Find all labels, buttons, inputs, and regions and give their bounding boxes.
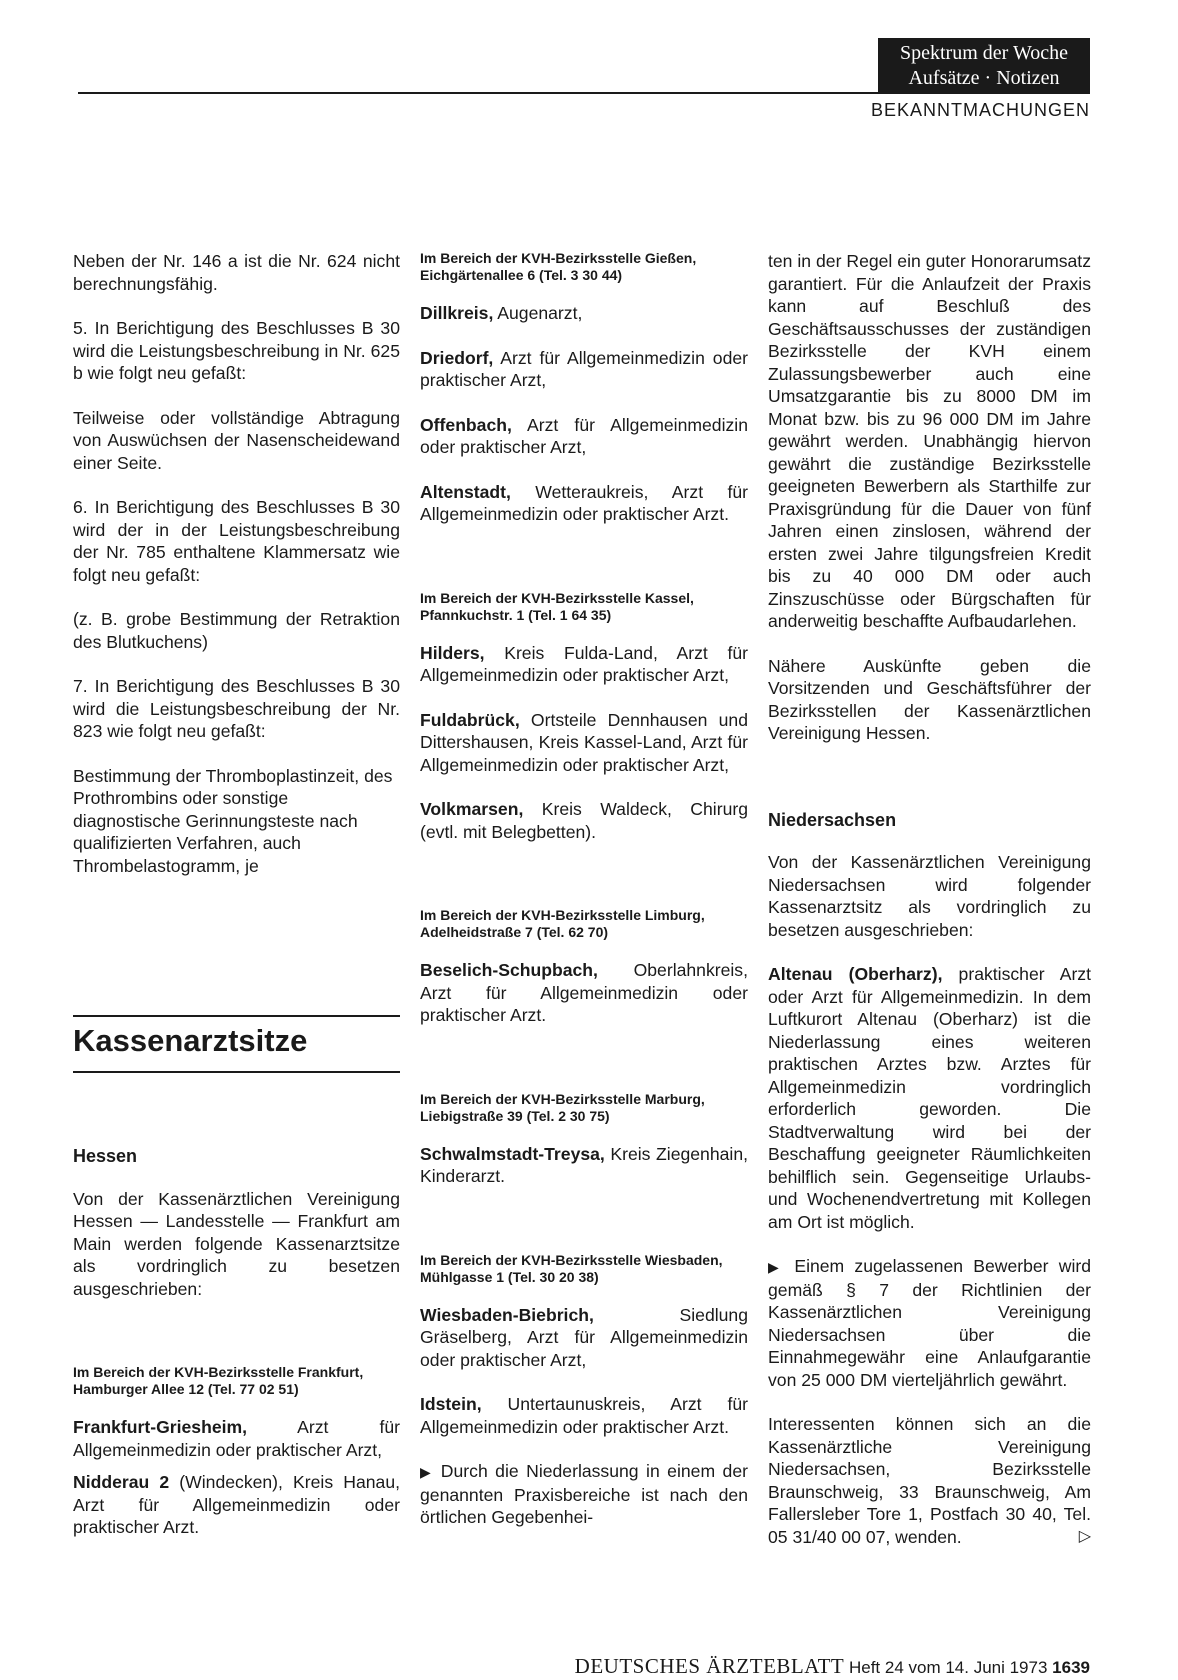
paragraph-text: Durch die Niederlassung in einem der genannten Praxisbereiche ist nach den örtlichen Gegebenhei- (420, 1461, 748, 1527)
paragraph: (z. B. grobe Bestimmung der Retraktion des Blutkuchens) (73, 609, 400, 652)
listing-text: Kreis Fulda-Land, Arzt für Allgemeinmedizin oder praktischer Arzt, (420, 642, 748, 685)
listing-entry (73, 1471, 400, 1539)
listing-entry (420, 642, 748, 687)
paragraph: ten in der Regel ein guter Honorarumsatz garantiert. Für die Anlaufzeit der Praxis kann auf Beschluß des Geschäftsausschusses der zuständigen Bezirksstelle der KVH einem Zulassungsbewerber auch eine Umsatzgarantie bis zu 8000 DM im Monat bzw. bis zu 96 000 DM im Jahre gewährt werden. Unabhängig hiervon gewährt die zuständige Bezirksstelle geeigneten Bewerbern als Starthilfe zur Praxisgründung für die Dauer von fünf Jahren einen zinslosen, während der ersten zwei Jahre tilgungsfreien Kredit bis zu 40 000 DM oder auch Zinszuschüsse oder Bürgschaften für anderweitig beschaffte Aufbaudarlehen. (768, 251, 1091, 631)
page-number: 1639 (1052, 1658, 1090, 1677)
listing-entry (73, 1416, 400, 1461)
column-2 (420, 250, 748, 1551)
section-badge (878, 38, 1090, 92)
office-heading: Im Bereich der KVH-Bezirksstelle Gießen, Eichgärtenallee 6 (Tel. 3 30 44) (420, 250, 697, 283)
listing-place: Altenau (Oberharz), (768, 964, 943, 984)
listing-text: Untertaunuskreis, Arzt für Allgemeinmedizin oder praktischer Arzt. (420, 1394, 748, 1437)
office-heading: Im Bereich der KVH-Bezirksstelle Wiesbaden, Mühlgasse 1 (Tel. 30 20 38) (420, 1251, 723, 1285)
listing-entry (420, 709, 748, 777)
region-heading: Niedersachsen (768, 809, 897, 830)
listing-place: Altenstadt, (420, 481, 511, 502)
paragraph (420, 1460, 748, 1529)
paragraph: Teilweise oder vollständige Abtragung von Auswüchsen der Nasenscheidewand einer Seite. (73, 407, 400, 473)
paragraph (768, 1255, 1091, 1391)
journal-name: DEUTSCHES ÄRZTEBLATT (574, 1654, 845, 1678)
listing-entry (420, 481, 748, 526)
column-3 (768, 250, 1091, 1570)
listing-place: Dillkreis, (420, 303, 494, 323)
listing-place: Schwalmstadt-Treysa, (420, 1143, 605, 1164)
column-1 (73, 250, 400, 1561)
listing-place: Wiesbaden-Biebrich, (420, 1304, 594, 1325)
listing-place: Nidderau 2 (73, 1472, 170, 1492)
listing-text: Siedlung Gräselberg, Arzt für Allgemeinmedizin oder praktischer Arzt, (420, 1304, 748, 1370)
listing-text: Kreis Waldeck, Chirurg (evtl. mit Belegbetten). (420, 799, 748, 842)
listing-entry (420, 798, 748, 843)
page-footer (575, 1654, 1090, 1679)
badge-line-1: Spektrum der Woche (900, 42, 1068, 64)
listing-text: Kreis Ziegenhain, Kinderarzt. (420, 1143, 748, 1186)
listing-entry (420, 1143, 748, 1188)
listing-entry (420, 1304, 748, 1372)
office-heading: Im Bereich der KVH-Bezirksstelle Marburg, Liebigstraße 39 (Tel. 2 30 75) (420, 1090, 705, 1124)
paragraph-text: Interessenten können sich an die Kassenärztliche Vereinigung Niedersachsen, Bezirksstelle Braunschweig, 33 Braunschweig, Am Fallersleber Tore 1, Postfach 30 40, Tel. 05 31/40 00 07, wenden. (768, 1414, 1091, 1547)
paragraph: Nähere Auskünfte geben die Vorsitzenden und Geschäftsführer der Bezirksstellen der Kassenärztlichen Vereinigung Hessen. (768, 655, 1091, 743)
region-heading: Hessen (73, 1146, 138, 1166)
office-heading: Im Bereich der KVH-Bezirksstelle Limburg, Adelheidstraße 7 (Tel. 62 70) (420, 907, 705, 940)
listing-place: Idstein, (420, 1394, 482, 1414)
listing-text: Arzt für Allgemeinmedizin oder praktischer Arzt, (420, 414, 748, 457)
listing-entry (420, 347, 748, 392)
continued-triangle-icon: ▷ (1078, 1527, 1091, 1545)
paragraph: Von der Kassenärztlichen Vereinigung Niedersachsen wird folgender Kassenarztsitz als vordringlich zu besetzen ausgeschrieben: (768, 852, 1091, 940)
paragraph: 5. In Berichtigung des Beschlusses B 30 wird die Leistungsbeschreibung in Nr. 625 b wie folgt neu gefaßt: (73, 318, 400, 383)
listing-text: Augenarzt, (493, 303, 583, 323)
badge-line-2: Aufsätze · Notizen (908, 67, 1060, 89)
office-heading: Im Bereich der KVH-Bezirksstelle Frankfurt, Hamburger Allee 12 (Tel. 77 02 51) (73, 1364, 364, 1397)
listing-text: Oberlahnkreis, Arzt für Allgemeinmedizin oder praktischer Arzt. (420, 960, 748, 1025)
listing-place: Hilders, (420, 642, 485, 663)
paragraph: 6. In Berichtigung des Beschlusses B 30 wird der in der Leistungsbeschreibung der Nr. 785 enthaltene Klammersatz wie folgt neu gefaßt: (73, 497, 400, 585)
listing-place: Offenbach, (420, 414, 512, 435)
office-heading: Im Bereich der KVH-Bezirksstelle Kassel, Pfannkuchstr. 1 (Tel. 1 64 35) (420, 589, 694, 623)
listing-text: praktischer Arzt oder Arzt für Allgemeinmedizin. In dem Luftkurort Altenau (Oberharz) ist die Niederlassung eines weiteren praktischen Arztes bzw. Arztes für Allgemeinmedizin vordringlich erforderlich geworden. Die Stadtverwaltung wird bei der Beschaffung geeigneter Räumlichkeiten behilflich sein. Gegenseitige Urlaubs- und Wochenendvertretung mit Kollegen am Ort ist möglich. (768, 964, 1091, 1232)
listing-place: Volkmarsen, (420, 799, 524, 819)
listing-entry (768, 963, 1091, 1233)
header-rule (78, 92, 1090, 94)
paragraph: Von der Kassenärztlichen Vereinigung Hessen — Landesstelle — Frankfurt am Main werden folgende Kassenarztsitze als vordringlich zu besetzen ausgeschrieben: (73, 1188, 400, 1299)
issue-info: Heft 24 vom 14. Juni 1973 (848, 1658, 1048, 1677)
paragraph-text: Einem zugelassenen Bewerber wird gemäß § 7 der Richtlinien der Kassenärztlichen Vereinigung Niedersachsen über die Einnahmegewähr eine Anlaufgarantie von 25 000 DM vierteljährlich gewährt. (768, 1256, 1092, 1390)
listing-entry (420, 414, 748, 459)
listing-text: (Windecken), Kreis Hanau, Arzt für Allgemeinmedizin oder praktischer Arzt. (73, 1472, 400, 1537)
listing-place: Beselich-Schupbach, (420, 960, 598, 980)
paragraph (768, 1413, 1091, 1548)
bullet-triangle-icon: ▶ (768, 1259, 785, 1275)
listing-text: Arzt für Allgemeinmedizin oder praktischer Arzt, (420, 347, 748, 390)
listing-entry (420, 302, 748, 325)
section-heading: Kassenarztsitze (73, 1015, 400, 1073)
listing-place: Frankfurt-Griesheim, (73, 1417, 248, 1437)
listing-place: Driedorf, (420, 347, 494, 368)
listing-entry (420, 959, 748, 1027)
section-label: BEKANNTMACHUNGEN (870, 100, 1090, 120)
bullet-triangle-icon: ▶ (420, 1464, 434, 1480)
listing-entry (420, 1393, 748, 1438)
paragraph: Bestimmung der Thromboplastinzeit, des Prothrombins oder sonstige diagnostische Gerinnungsteste nach qualifizierten Verfahren, auch Thrombelastogramm, je (73, 765, 393, 876)
listing-text: Arzt für Allgemeinmedizin oder praktischer Arzt, (73, 1417, 400, 1460)
listing-text: Ortsteile Dennhausen und Dittershausen, Kreis Kassel-Land, Arzt für Allgemeinmedizin oder praktischer Arzt, (420, 709, 748, 775)
paragraph: 7. In Berichtigung des Beschlusses B 30 wird die Leistungsbeschreibung der Nr. 823 wie folgt neu gefaßt: (73, 676, 400, 741)
paragraph: Neben der Nr. 146 a ist die Nr. 624 nicht berechnungsfähig. (73, 251, 400, 294)
listing-text: Wetteraukreis, Arzt für Allgemeinmedizin oder praktischer Arzt. (420, 481, 748, 524)
listing-place: Fuldabrück, (420, 709, 520, 730)
